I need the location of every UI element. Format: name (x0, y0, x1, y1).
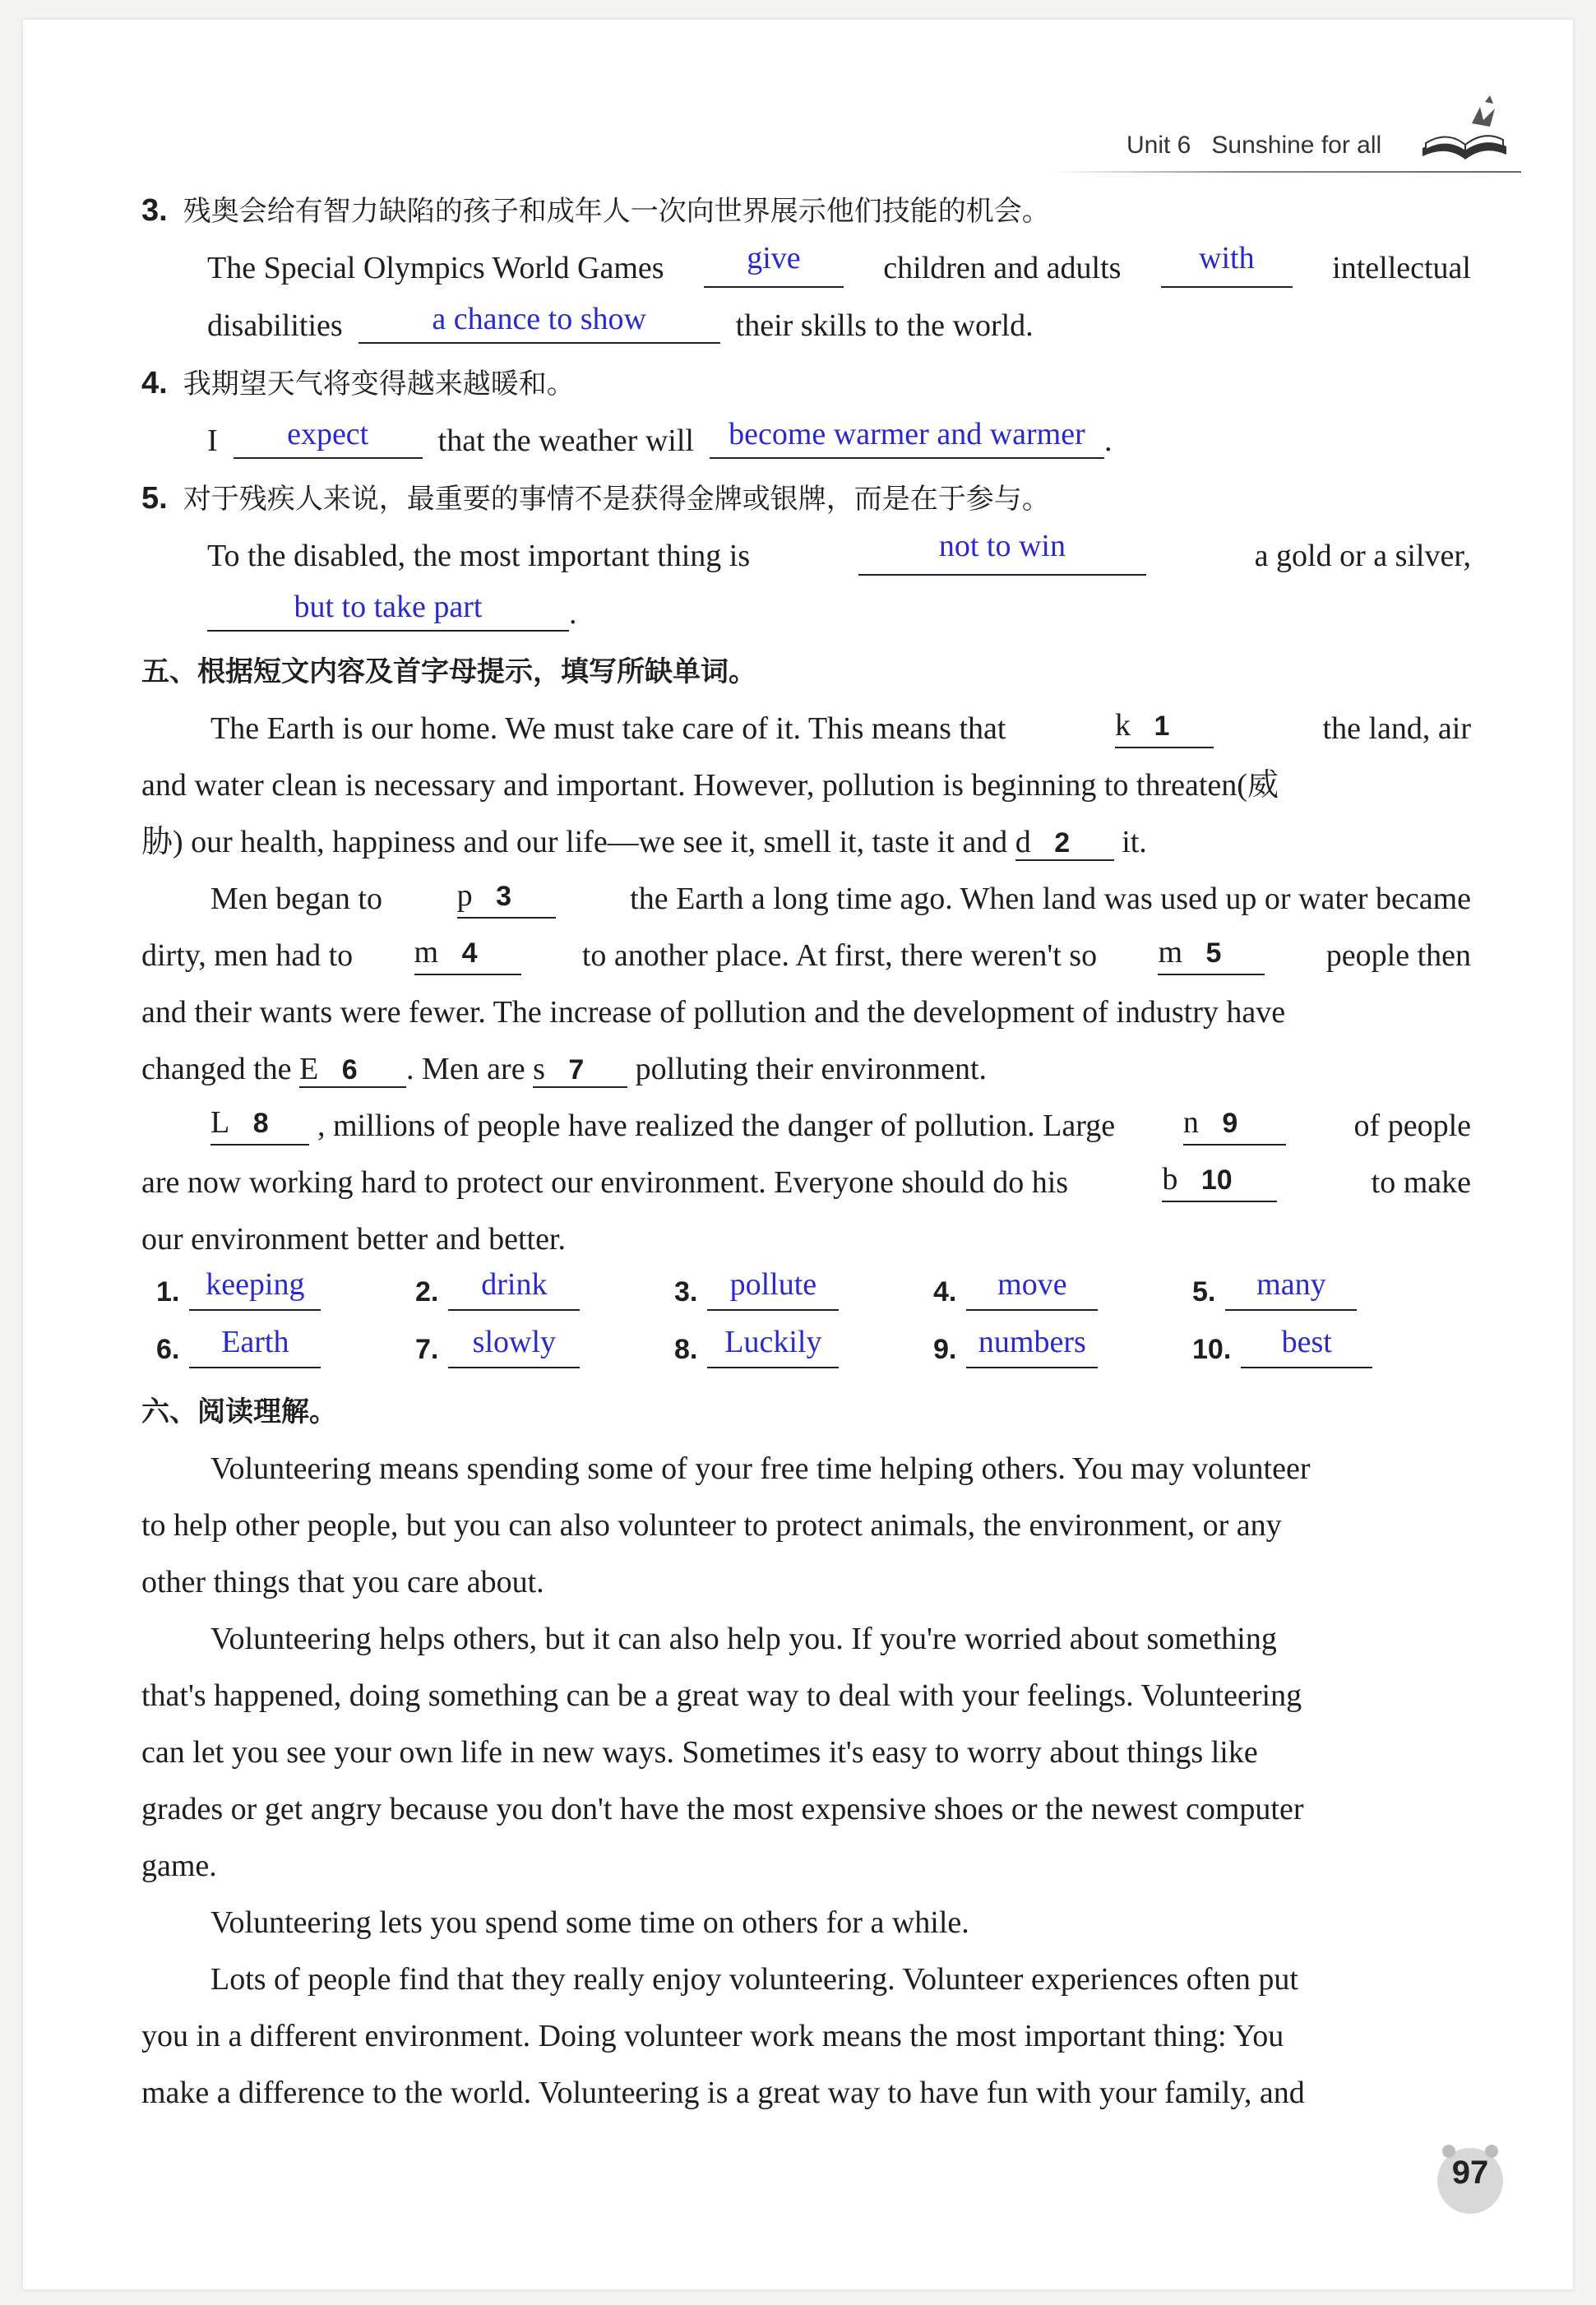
answer: numbers (978, 1325, 1086, 1359)
text: a gold or a silver, (1254, 539, 1471, 573)
section-5-heading (141, 651, 1471, 692)
blank-number: 1 (1154, 710, 1170, 742)
blank-number: 3 (496, 881, 511, 912)
answer-cell (1192, 1325, 1372, 1368)
answer: drink (481, 1267, 548, 1302)
first-letter: n (1182, 1105, 1199, 1140)
item-number: 4. (141, 366, 168, 400)
answer-number: 8. (674, 1334, 698, 1365)
text: you in a different environment. Doing volunteer work means the most important thing: You (141, 2019, 1284, 2053)
answer-blank (1241, 1325, 1372, 1368)
answer-blank (966, 1325, 1098, 1368)
answer-blank (707, 1325, 839, 1368)
text: our environment better and better. (141, 1222, 566, 1257)
blank-number: 5 (1205, 937, 1222, 969)
header-title: Sunshine for all (1211, 132, 1382, 159)
text: other things that you care about. (141, 1565, 544, 1599)
answer-cell (674, 1267, 839, 1311)
passage-blank (1115, 709, 1214, 748)
translation-3-line-2 (207, 302, 1471, 345)
text: . Men are (406, 1052, 525, 1086)
answer-blank (359, 302, 720, 344)
text: Volunteering means spending some of your free time helping others. You may volunteer (210, 1451, 1311, 1486)
answer: not to win (938, 529, 1066, 563)
text: To the disabled, the most important thing is (207, 539, 751, 573)
text: people then (1325, 938, 1471, 973)
blank-number: 6 (341, 1054, 358, 1085)
answer-cell (156, 1325, 321, 1368)
answer-blank (1225, 1267, 1357, 1311)
text: Volunteering lets you spend some time on others for a while. (210, 1905, 969, 1940)
answer: Luckily (724, 1325, 822, 1359)
answer-blank (189, 1325, 321, 1368)
translation-5-line-1 (207, 529, 1471, 576)
reading-line (141, 1846, 1471, 1886)
translation-4-line-1 (207, 417, 1471, 461)
answer-cell (933, 1267, 1098, 1311)
answer-cell (156, 1267, 321, 1311)
passage-line (141, 993, 1471, 1032)
text: to make (1371, 1165, 1471, 1200)
first-letter: p (456, 878, 473, 913)
answer-blank (858, 529, 1146, 576)
text: The Earth is our home. We must take care of it. This means that (210, 711, 1006, 746)
text: that's happened, doing something can be a great way to deal with your feelings. Volunteering (141, 1678, 1302, 1713)
blank-number: 4 (461, 937, 478, 969)
text: polluting their environment. (635, 1052, 988, 1086)
reading-line (141, 1676, 1471, 1715)
answer-number: 10. (1192, 1334, 1232, 1365)
text: game. (141, 1849, 217, 1883)
passage-line (210, 879, 1471, 919)
text: 胁) our health, happiness and our life—we see it, smell it, taste it and (141, 825, 1008, 859)
answer-blank (704, 241, 844, 288)
passage-blank (533, 1053, 627, 1088)
answer-blank (207, 590, 569, 632)
passage-blank (210, 1106, 309, 1146)
answer-row (156, 1267, 1390, 1322)
section-6-heading (141, 1391, 1471, 1432)
answer: a chance to show (432, 302, 646, 336)
answer-row (156, 1325, 1390, 1380)
answer-blank (448, 1267, 580, 1311)
text: their skills to the world. (735, 308, 1034, 343)
passage-line (141, 936, 1471, 975)
answer-blank (1161, 241, 1293, 288)
answer-blank (966, 1267, 1098, 1311)
text: . (569, 596, 577, 631)
answer-blank (448, 1325, 580, 1368)
answer-number: 1. (156, 1276, 180, 1308)
passage-line (141, 1163, 1471, 1202)
first-letter: E (299, 1052, 319, 1086)
answer: give (747, 241, 801, 275)
first-letter: s (533, 1052, 545, 1086)
reading-line (210, 1449, 1471, 1488)
reading-line (141, 2073, 1471, 2113)
answer-number: 9. (933, 1334, 957, 1365)
text: are now working hard to protect our environment. Everyone should do his (141, 1165, 1069, 1200)
blank-number: 2 (1054, 827, 1071, 859)
text: and water clean is necessary and important. However, pollution is beginning to threaten(威 (141, 768, 1279, 803)
passage-line (141, 1220, 1471, 1259)
text: that the weather will (437, 424, 694, 458)
first-letter: b (1162, 1162, 1178, 1196)
reading-line (210, 1960, 1471, 1999)
answer-number: 5. (1192, 1276, 1216, 1308)
answer: but to take part (294, 590, 483, 624)
text: . (1103, 424, 1113, 458)
text: intellectual (1332, 251, 1471, 285)
text: dirty, men had to (141, 938, 354, 973)
item-number: 5. (141, 481, 168, 516)
translation-3-prompt (141, 191, 1471, 231)
text: of people (1353, 1109, 1471, 1143)
answer-blank (707, 1267, 839, 1311)
page (23, 20, 1573, 2289)
answer-number: 6. (156, 1334, 180, 1365)
text: changed the (141, 1052, 292, 1086)
first-letter: d (1015, 825, 1031, 859)
text: can let you see your own life in new ways. Sometimes it's easy to worry about things like (141, 1735, 1258, 1770)
translation-4-prompt (141, 363, 1471, 404)
text: the land, air (1322, 711, 1471, 746)
chinese-prompt: 残奥会给有智力缺陷的孩子和成年人一次向世界展示他们技能的机会。 (183, 195, 1050, 228)
answer: move (997, 1267, 1067, 1302)
text: grades or get angry because you don't have the most expensive shoes or the newest computer (141, 1792, 1304, 1826)
answer-number: 3. (674, 1276, 698, 1308)
answer-cell (674, 1325, 839, 1368)
passage-blank (1158, 936, 1265, 975)
section-heading: 五、根据短文内容及首字母提示，填写所缺单词。 (141, 655, 756, 688)
text: make a difference to the world. Volunteering is a great way to have fun with your family, and (141, 2076, 1305, 2110)
text: Men began to (210, 882, 382, 916)
text: and their wants were fewer. The increase of pollution and the development of industry have (141, 995, 1286, 1030)
answer: with (1199, 241, 1255, 275)
answer: Earth (221, 1325, 289, 1359)
blank-number: 8 (252, 1108, 269, 1139)
running-header (1126, 132, 1381, 160)
answer-number: 2. (415, 1276, 439, 1308)
text: I (207, 424, 218, 458)
answer-blank (234, 417, 423, 459)
text: the Earth a long time ago. When land was used up or water became (630, 882, 1471, 916)
chinese-prompt: 对于残疾人来说，最重要的事情不是获得金牌或银牌，而是在于参与。 (183, 483, 1050, 516)
page-number: 97 (1451, 2155, 1489, 2191)
answer-number: 7. (415, 1334, 439, 1365)
open-book-icon (1414, 90, 1513, 173)
reading-line (210, 1619, 1471, 1659)
text: Volunteering helps others, but it can also help you. If you're worried about something (210, 1622, 1277, 1656)
reading-line (141, 1562, 1471, 1602)
text: it. (1122, 825, 1147, 859)
reading-line (210, 1903, 1471, 1942)
header-unit: Unit 6 (1126, 132, 1191, 159)
text: children and adults (883, 251, 1122, 285)
section-heading: 六、阅读理解。 (141, 1395, 337, 1428)
translation-3-line-1 (207, 241, 1471, 288)
answer: keeping (206, 1267, 305, 1302)
passage-blank (414, 936, 521, 975)
first-letter: m (414, 935, 439, 970)
item-number: 3. (141, 193, 168, 228)
answer: expect (287, 417, 369, 451)
text: disabilities (207, 308, 343, 343)
text: , millions of people have realized the danger of pollution. Large (317, 1109, 1116, 1143)
text: to another place. At first, there weren't so (581, 938, 1098, 973)
answer-number: 4. (933, 1276, 957, 1308)
answer-cell (415, 1325, 580, 1368)
reading-line (141, 2016, 1471, 2056)
answer-cell (1192, 1267, 1357, 1311)
text: to help other people, but you can also volunteer to protect animals, the environment, or any (141, 1508, 1282, 1543)
chinese-prompt: 我期望天气将变得越来越暖和。 (183, 368, 575, 400)
answer: slowly (472, 1325, 557, 1359)
passage-line (210, 1106, 1471, 1146)
answer-cell (933, 1325, 1098, 1368)
blank-number: 7 (568, 1054, 585, 1085)
passage-blank (1162, 1163, 1277, 1202)
answer: become warmer and warmer (729, 417, 1085, 451)
translation-5-line-2 (207, 590, 1471, 633)
first-letter: L (210, 1105, 230, 1140)
passage-line (141, 766, 1471, 805)
blank-number: 10 (1200, 1164, 1233, 1196)
text: Lots of people find that they really enjoy volunteering. Volunteer experiences often put (210, 1962, 1298, 1997)
passage-line (210, 709, 1471, 748)
passage-blank (299, 1053, 406, 1088)
reading-line (141, 1733, 1471, 1772)
passage-line (141, 822, 1471, 862)
answer: many (1256, 1267, 1326, 1302)
answer-cell (415, 1267, 580, 1311)
answer: pollute (729, 1267, 817, 1302)
passage-line (141, 1049, 1471, 1089)
answer-blank (710, 417, 1104, 459)
reading-line (141, 1789, 1471, 1829)
answer: best (1281, 1325, 1332, 1359)
first-letter: m (1158, 935, 1182, 970)
text: The Special Olympics World Games (207, 251, 664, 285)
first-letter: k (1115, 708, 1131, 743)
blank-number: 9 (1222, 1108, 1238, 1139)
reading-line (141, 1506, 1471, 1545)
passage-blank (1183, 1106, 1286, 1146)
passage-blank (457, 879, 556, 919)
translation-5-prompt (141, 479, 1471, 519)
answer-blank (189, 1267, 321, 1311)
passage-blank (1015, 826, 1114, 861)
